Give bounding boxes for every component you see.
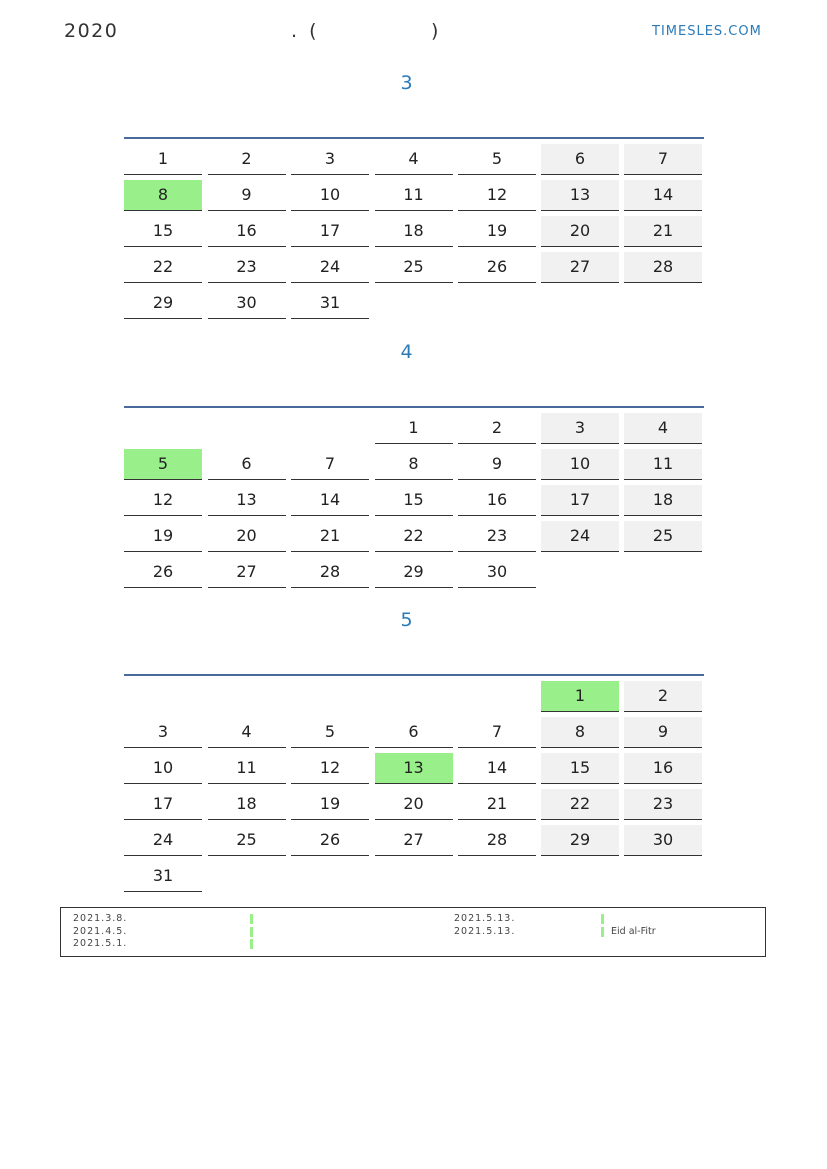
weekend-day-cell[interactable]: 9 <box>624 717 702 748</box>
day-cell[interactable]: 4 <box>208 717 286 748</box>
holiday-day-cell[interactable]: 8 <box>124 180 202 211</box>
month-grid <box>124 674 704 892</box>
day-cell[interactable]: 19 <box>124 521 202 552</box>
day-cell[interactable]: 27 <box>375 825 453 856</box>
day-cell[interactable]: 21 <box>458 789 536 820</box>
day-cell[interactable]: 18 <box>375 216 453 247</box>
weekend-day-cell[interactable]: 20 <box>541 216 619 247</box>
month-title: 4 <box>400 341 413 363</box>
month-grid <box>124 137 704 319</box>
day-cell[interactable]: 15 <box>375 485 453 516</box>
month-title: 5 <box>400 609 413 631</box>
day-cell[interactable]: 3 <box>291 144 369 175</box>
weekend-day-cell[interactable]: 24 <box>541 521 619 552</box>
weekend-day-cell[interactable]: 27 <box>541 252 619 283</box>
holiday-color-marker <box>250 939 253 949</box>
holiday-color-marker <box>250 927 253 937</box>
week-row <box>124 139 704 175</box>
day-cell[interactable]: 31 <box>124 861 202 892</box>
day-cell[interactable]: 22 <box>124 252 202 283</box>
day-cell[interactable]: 23 <box>458 521 536 552</box>
holiday-color-marker <box>601 914 604 924</box>
weekend-day-cell[interactable]: 17 <box>541 485 619 516</box>
day-cell[interactable]: 23 <box>208 252 286 283</box>
week-row <box>124 175 704 211</box>
day-cell[interactable]: 10 <box>291 180 369 211</box>
week-row <box>124 748 704 784</box>
day-cell[interactable]: 2 <box>208 144 286 175</box>
day-cell[interactable]: 31 <box>291 288 369 319</box>
day-cell[interactable]: 17 <box>124 789 202 820</box>
holiday-day-cell[interactable]: 5 <box>124 449 202 480</box>
day-cell[interactable]: 11 <box>208 753 286 784</box>
holiday-date: 2021.5.13. <box>454 925 516 937</box>
day-cell[interactable]: 9 <box>458 449 536 480</box>
page-title-year: 2020 <box>64 20 119 42</box>
holiday-color-marker <box>601 927 604 937</box>
day-cell[interactable]: 5 <box>458 144 536 175</box>
page-title-paren-close: ) <box>431 20 439 42</box>
day-cell[interactable]: 29 <box>375 557 453 588</box>
day-cell[interactable]: 4 <box>375 144 453 175</box>
day-cell[interactable]: 16 <box>208 216 286 247</box>
week-row <box>124 408 704 444</box>
weekend-day-cell[interactable]: 18 <box>624 485 702 516</box>
day-cell[interactable]: 14 <box>458 753 536 784</box>
holiday-name: Eid al-Fitr <box>611 925 656 937</box>
day-cell[interactable]: 26 <box>291 825 369 856</box>
weekend-day-cell[interactable]: 3 <box>541 413 619 444</box>
day-cell[interactable]: 24 <box>291 252 369 283</box>
weekend-day-cell[interactable]: 6 <box>541 144 619 175</box>
weekend-day-cell[interactable]: 30 <box>624 825 702 856</box>
week-row <box>124 676 704 712</box>
day-cell[interactable]: 22 <box>375 521 453 552</box>
day-cell[interactable]: 25 <box>375 252 453 283</box>
week-row <box>124 712 704 748</box>
day-cell[interactable]: 29 <box>124 288 202 319</box>
weekend-day-cell[interactable]: 7 <box>624 144 702 175</box>
day-cell[interactable]: 12 <box>291 753 369 784</box>
day-cell[interactable]: 19 <box>458 216 536 247</box>
week-row <box>124 480 704 516</box>
day-cell[interactable]: 1 <box>124 144 202 175</box>
week-row <box>124 820 704 856</box>
day-cell[interactable]: 26 <box>458 252 536 283</box>
week-row <box>124 784 704 820</box>
day-cell[interactable]: 21 <box>291 521 369 552</box>
day-cell[interactable]: 20 <box>375 789 453 820</box>
day-cell[interactable]: 12 <box>124 485 202 516</box>
day-cell[interactable]: 17 <box>291 216 369 247</box>
week-row <box>124 444 704 480</box>
weekend-day-cell[interactable]: 29 <box>541 825 619 856</box>
day-cell[interactable]: 6 <box>208 449 286 480</box>
day-cell[interactable]: 9 <box>208 180 286 211</box>
day-cell[interactable]: 24 <box>124 825 202 856</box>
weekend-day-cell[interactable]: 13 <box>541 180 619 211</box>
day-cell[interactable]: 5 <box>291 717 369 748</box>
holiday-day-cell[interactable]: 1 <box>541 681 619 712</box>
day-cell[interactable]: 8 <box>375 449 453 480</box>
day-cell[interactable]: 20 <box>208 521 286 552</box>
weekend-day-cell[interactable]: 23 <box>624 789 702 820</box>
day-cell[interactable]: 28 <box>458 825 536 856</box>
day-cell[interactable]: 12 <box>458 180 536 211</box>
day-cell[interactable]: 11 <box>375 180 453 211</box>
day-cell[interactable]: 28 <box>291 557 369 588</box>
weekend-day-cell[interactable]: 10 <box>541 449 619 480</box>
day-cell[interactable]: 3 <box>124 717 202 748</box>
day-cell[interactable]: 30 <box>458 557 536 588</box>
weekend-day-cell[interactable]: 21 <box>624 216 702 247</box>
page-title-paren-open: . ( <box>291 20 320 42</box>
holiday-color-marker <box>250 914 253 924</box>
week-row <box>124 247 704 283</box>
weekend-day-cell[interactable]: 4 <box>624 413 702 444</box>
day-cell[interactable]: 18 <box>208 789 286 820</box>
day-cell[interactable]: 1 <box>375 413 453 444</box>
day-cell[interactable]: 7 <box>291 449 369 480</box>
holiday-date: 2021.3.8. <box>73 913 128 924</box>
holiday-date: 2021.5.1. <box>73 938 128 949</box>
weekend-day-cell[interactable]: 14 <box>624 180 702 211</box>
week-row <box>124 552 704 588</box>
weekend-day-cell[interactable]: 28 <box>624 252 702 283</box>
brand-link[interactable]: TIMESLES.COM <box>652 24 762 39</box>
holiday-legend <box>60 907 766 957</box>
holiday-date: 2021.5.13. <box>454 913 516 924</box>
day-cell[interactable]: 19 <box>291 789 369 820</box>
month-title: 3 <box>400 72 413 94</box>
day-cell[interactable]: 6 <box>375 717 453 748</box>
week-row <box>124 856 704 892</box>
day-cell[interactable]: 16 <box>458 485 536 516</box>
day-cell[interactable]: 10 <box>124 753 202 784</box>
holiday-date: 2021.4.5. <box>73 925 128 937</box>
day-cell[interactable]: 13 <box>208 485 286 516</box>
day-cell[interactable]: 25 <box>208 825 286 856</box>
weekend-day-cell[interactable]: 25 <box>624 521 702 552</box>
day-cell[interactable]: 14 <box>291 485 369 516</box>
week-row <box>124 283 704 319</box>
weekend-day-cell[interactable]: 2 <box>624 681 702 712</box>
weekend-day-cell[interactable]: 8 <box>541 717 619 748</box>
day-cell[interactable]: 30 <box>208 288 286 319</box>
weekend-day-cell[interactable]: 15 <box>541 753 619 784</box>
weekend-day-cell[interactable]: 11 <box>624 449 702 480</box>
day-cell[interactable]: 15 <box>124 216 202 247</box>
week-row <box>124 516 704 552</box>
day-cell[interactable]: 27 <box>208 557 286 588</box>
day-cell[interactable]: 2 <box>458 413 536 444</box>
month-grid <box>124 406 704 588</box>
day-cell[interactable]: 7 <box>458 717 536 748</box>
week-row <box>124 211 704 247</box>
weekend-day-cell[interactable]: 16 <box>624 753 702 784</box>
day-cell[interactable]: 26 <box>124 557 202 588</box>
weekend-day-cell[interactable]: 22 <box>541 789 619 820</box>
holiday-day-cell[interactable]: 13 <box>375 753 453 784</box>
